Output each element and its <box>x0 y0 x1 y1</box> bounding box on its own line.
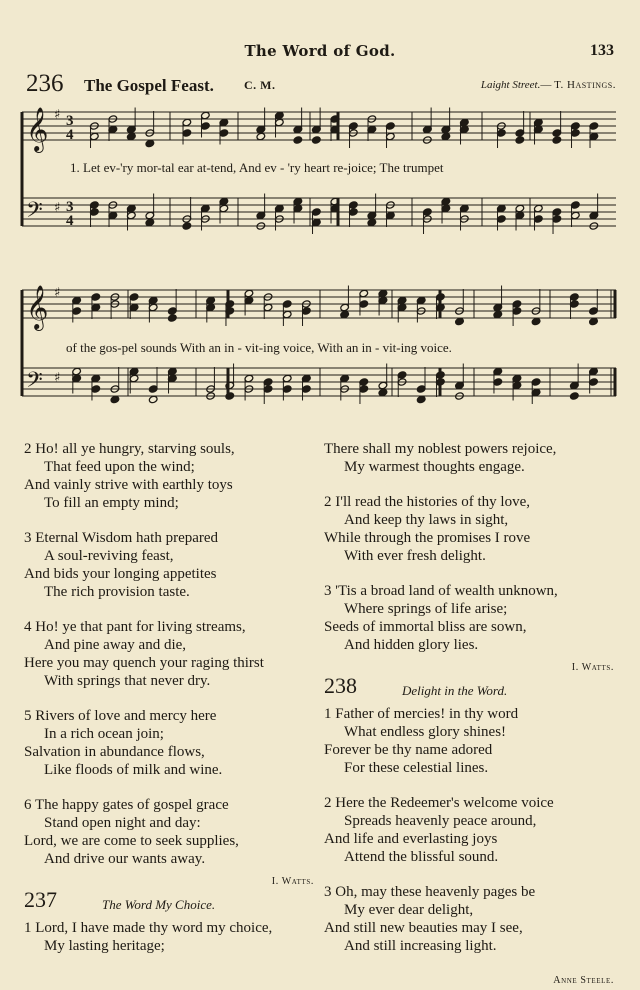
stanza-line: Like floods of milk and wine. <box>44 762 223 778</box>
stanza-line: And life and everlasting joys <box>324 831 498 847</box>
note-head <box>515 136 525 144</box>
stanza-line: 2 Here the Redeemer's welcome voice <box>324 795 554 811</box>
stanza-line: While through the promises I rove <box>324 530 531 546</box>
note-head <box>145 218 155 226</box>
running-title: The Word of God. <box>244 42 396 60</box>
hymn-238-author: Anne Steele. <box>553 975 614 986</box>
composer-name: T. Hastings. <box>554 79 616 91</box>
stanza-line: With ever fresh delight. <box>344 548 486 564</box>
tune-credit <box>481 79 616 91</box>
stanza <box>324 582 620 654</box>
stanza-line: And pine away and die, <box>44 637 187 653</box>
hymn-237-heading <box>24 887 320 917</box>
note-head <box>182 222 192 230</box>
stanza-line: Seeds of immortal bliss are sown, <box>324 619 527 635</box>
note-head <box>127 132 137 140</box>
stanza-line: With springs that never dry. <box>44 673 211 689</box>
bass-clef-icon: 𝄢 <box>26 368 43 398</box>
stanza <box>24 618 320 690</box>
stanza-line: 3 'Tis a broad land of wealth unknown, <box>324 583 558 599</box>
stanza <box>324 440 620 476</box>
note-head <box>145 139 155 147</box>
stanza-line: My lasting heritage; <box>44 938 165 954</box>
note-head <box>225 392 235 400</box>
stanza <box>24 796 320 868</box>
note-head <box>378 388 388 396</box>
note-head <box>293 136 303 144</box>
stanza-line: Here you may quench your raging thirst <box>24 655 264 671</box>
stanza-line: 5 Rivers of love and mercy here <box>24 708 217 724</box>
stanza-line: Forever be thy name adored <box>324 742 493 758</box>
note-head <box>110 395 120 403</box>
stanza-line: To fill an empty mind; <box>44 495 179 511</box>
stanza-line: And drive our wants away. <box>44 851 206 867</box>
hymn-number: 236 <box>26 70 64 97</box>
stanza-line: And vainly strive with earthly toys <box>24 477 233 493</box>
stanza-line: Salvation in abundance flows, <box>24 744 205 760</box>
stanza-line: Spreads heavenly peace around, <box>344 813 537 829</box>
stanza-line: There shall my noblest powers rejoice, <box>324 441 557 457</box>
lyrics-line-1: 1. Let ev-'ry mor-tal ear at-tend, And ev - 'ry heart re-joice; The trumpet <box>70 160 444 175</box>
stanza-line: And hidden glory lies. <box>344 637 479 653</box>
music-system-1 <box>20 100 620 250</box>
note-head <box>416 395 426 403</box>
time-signature-bottom: 4 <box>66 127 74 143</box>
note-head <box>340 310 350 318</box>
hymn-title: The Gospel Feast. <box>84 76 214 95</box>
stanza-line: 6 The happy gates of gospel grace <box>24 797 229 813</box>
stanza-line: Lord, we are come to seek supplies, <box>24 833 239 849</box>
stanza-line: My ever dear delight, <box>344 902 474 918</box>
stanza-line: Attend the blissful sound. <box>344 849 499 865</box>
note-head <box>441 132 451 140</box>
stanza <box>324 705 620 777</box>
stanza <box>24 919 320 955</box>
stanza-line: That feed upon the wind; <box>44 459 195 475</box>
time-signature-top: 3 <box>66 113 74 129</box>
note-head <box>570 392 580 400</box>
stanza-line: 2 Ho! all ye hungry, starving souls, <box>24 441 235 457</box>
stanza-line: 2 I'll read the histories of thy love, <box>324 494 530 510</box>
hymn-number: 237 <box>24 887 57 912</box>
right-column <box>324 440 620 990</box>
stanza-line: And still increasing light. <box>344 938 497 954</box>
stanza-line: 4 Ho! ye that pant for living streams, <box>24 619 246 635</box>
sharp-icon: ♯ <box>54 107 61 123</box>
stanza-line: A soul-reviving feast, <box>44 548 174 564</box>
hymn-title: The Word My Choice. <box>102 897 216 912</box>
stanza-line: And still new beauties may I see, <box>324 920 523 936</box>
hymn-237-author: I. Watts. <box>571 662 614 673</box>
stanza-line: My warmest thoughts engage. <box>344 459 525 475</box>
tune-separator: — <box>540 79 552 91</box>
hymn-236-heading <box>26 70 616 100</box>
note-head <box>312 136 322 144</box>
stanza-line: And bids your longing appetites <box>24 566 217 582</box>
sharp-icon: ♯ <box>54 370 61 386</box>
hymn-number: 238 <box>324 673 357 698</box>
note-head <box>367 218 377 226</box>
stanza <box>24 529 320 601</box>
hymn-236-author: I. Watts. <box>271 876 314 887</box>
treble-clef-icon: 𝄞 <box>26 285 49 329</box>
stanza-line: 1 Father of mercies! in thy word <box>324 706 519 722</box>
stanza <box>324 794 620 866</box>
stanza-line: For these celestial lines. <box>344 760 489 776</box>
note-head <box>455 317 465 325</box>
note-head <box>531 317 541 325</box>
note-head <box>168 314 178 322</box>
treble-clef-icon: 𝄞 <box>26 107 49 151</box>
bass-clef-icon: 𝄢 <box>26 198 43 228</box>
note-head <box>148 395 158 403</box>
stanza-line: In a rich ocean join; <box>44 726 164 742</box>
stanza <box>324 493 620 565</box>
stanza-line: 3 Eternal Wisdom hath prepared <box>24 530 219 546</box>
music-system-2 <box>20 268 620 418</box>
stanza-line: 3 Oh, may these heavenly pages be <box>324 884 536 900</box>
lyrics-line-2: of the gos-pel sounds With an in - vit-ing voice, With an in - vit-ing voice. <box>66 340 452 355</box>
hymn-238-heading <box>324 673 620 703</box>
sharp-icon: ♯ <box>54 200 61 216</box>
sharp-icon: ♯ <box>54 285 61 301</box>
note-head <box>256 132 266 140</box>
left-column <box>24 440 320 972</box>
hymn-meter: C. M. <box>244 78 276 92</box>
page-number: 133 <box>590 42 614 59</box>
note-head <box>589 317 599 325</box>
tune-name: Laight Street. <box>480 79 541 91</box>
stanza-line: And keep thy laws in sight, <box>344 512 509 528</box>
hymn-title: Delight in the Word. <box>402 683 508 698</box>
running-header <box>0 42 640 66</box>
stanza-line: 1 Lord, I have made thy word my choice, <box>24 920 273 936</box>
stanza-line: The rich provision taste. <box>44 584 190 600</box>
time-signature-top: 3 <box>66 199 74 215</box>
stanza <box>324 883 620 955</box>
stanza-line: Stand open night and day: <box>44 815 201 831</box>
stanza <box>24 440 320 512</box>
stanza <box>24 707 320 779</box>
stanza-line: Where springs of life arise; <box>344 601 508 617</box>
note-head <box>493 310 503 318</box>
stanza-line: What endless glory shines! <box>344 724 507 740</box>
time-signature-bottom: 4 <box>66 213 74 229</box>
note-head <box>552 136 562 144</box>
